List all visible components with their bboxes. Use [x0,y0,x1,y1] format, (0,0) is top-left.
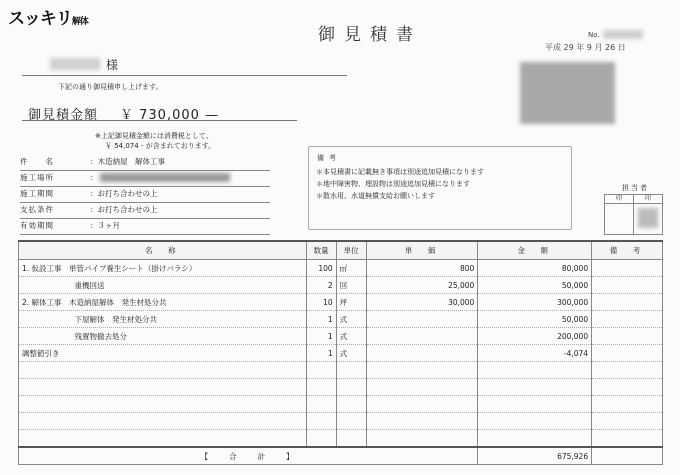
item-name [19,396,307,413]
item-unit [336,396,366,413]
item-qty: 2 [306,277,336,294]
notes-line: ＊散水用、水道無償支給お願いします [316,192,435,200]
header-note: 備 考 [592,241,663,260]
redacted-recipient-name [50,58,100,70]
estimate-amount-value: ￥ 730,000 — [120,108,220,123]
item-qty [306,413,336,430]
item-price [366,328,478,345]
table-row [19,311,663,328]
company-logo [8,4,88,29]
recipient-underline [22,75,347,76]
item-amount [478,430,592,448]
item-price [366,430,478,448]
table-row [19,362,663,379]
person-in-charge-label: 担当者 [622,184,649,192]
info-value: ：３ヶ月 [90,221,120,230]
item-unit: ㎡ [336,260,366,277]
tax-note-line-1: ※上記御見積金額には消費税として、 [95,132,213,140]
table-row [19,396,663,413]
item-note [592,396,663,413]
table-row [19,328,663,345]
stamp-area-right [633,204,663,235]
document-number-label: No. [588,31,600,39]
tax-note-line-2: ￥ 54,074 - が含まれております。 [105,142,216,150]
info-row-period [20,186,270,203]
company-seal-redacted [520,62,615,124]
table-row [19,413,663,430]
amount-underline [22,120,297,121]
item-qty: 1 [306,345,336,362]
notes-line: ＊本見積書に記載無き事項は別途追加見積になります [316,168,484,176]
estimate-amount-label: 御見積金額 [28,108,99,123]
item-note [592,379,663,396]
info-row-validity [20,218,270,235]
header-qty: 数量 [306,241,336,260]
info-value: ：木造納屋 解体工事 [90,157,165,166]
item-amount [478,379,592,396]
table-row [19,277,663,294]
item-name: 1. 仮設工事 単管パイプ養生シート（掛けバラシ） [19,260,307,277]
item-price: 30,000 [366,294,478,311]
total-label: 【 合 計 】 [19,447,478,465]
item-qty: 1 [306,311,336,328]
header-price: 単 価 [366,241,478,260]
notes-heading: 備考 [317,154,341,162]
info-label: 件 名 [20,157,54,166]
item-price: 25,000 [366,277,478,294]
item-unit [336,379,366,396]
item-amount: 50,000 [478,311,592,328]
estimate-items-table [18,240,663,465]
item-amount [478,413,592,430]
item-name: 2. 解体工事 木造納屋解体 発生材処分共 [19,294,307,311]
table-row [19,430,663,448]
item-note [592,430,663,448]
item-qty [306,396,336,413]
item-name: 調整値引き [19,345,307,362]
table-row [19,294,663,311]
recipient-suffix: 様 [106,58,119,72]
item-amount: -4,074 [478,345,592,362]
item-unit: 回 [336,277,366,294]
document-date: 平成 29 年 9 月 26 日 [545,43,626,52]
item-price [366,379,478,396]
item-note [592,328,663,345]
item-name [19,430,307,448]
redacted-site-address [100,173,230,182]
stamp-label-left: 印 [604,194,634,204]
item-note [592,294,663,311]
item-name: 残置物撤去処分 [19,328,307,345]
table-header-row [19,241,663,260]
item-note [592,311,663,328]
item-note [592,260,663,277]
item-qty [306,430,336,448]
logo-text: スッキリ [8,9,72,29]
header-amount: 金 額 [478,241,592,260]
table-total-row [19,447,663,465]
item-unit [336,430,366,448]
item-unit: 式 [336,311,366,328]
item-price [366,311,478,328]
item-amount [478,396,592,413]
info-value: ：お打ち合わせの上 [90,205,158,214]
item-name [19,362,307,379]
header-unit: 単位 [336,241,366,260]
item-price [366,362,478,379]
item-unit: 式 [336,345,366,362]
info-label: 有効期間 [20,221,54,230]
item-note [592,413,663,430]
item-price [366,396,478,413]
item-amount: 200,000 [478,328,592,345]
header-name: 名 称 [19,241,307,260]
item-qty: 100 [306,260,336,277]
item-price [366,345,478,362]
total-amount: 675,926 [478,447,592,465]
info-row-project [20,154,270,171]
item-unit [336,362,366,379]
item-unit [336,413,366,430]
item-amount: 80,000 [478,260,592,277]
item-amount: 50,000 [478,277,592,294]
notes-line: ＊地中障害物、埋設物は別途追加見積になります [316,180,470,188]
info-row-site [20,170,270,187]
info-label: 施工期間 [20,189,54,198]
item-unit: 式 [336,328,366,345]
intro-text: 下記の通り御見積申し上げます。 [58,83,163,91]
info-value: ：お打ち合わせの上 [90,189,158,198]
item-qty [306,379,336,396]
table-row [19,379,663,396]
item-amount [478,362,592,379]
item-name: 重機回送 [19,277,307,294]
item-qty [306,362,336,379]
item-price: 800 [366,260,478,277]
item-name [19,379,307,396]
info-label: 施工場所 [20,173,54,182]
item-note [592,345,663,362]
item-name: 下屋解体 発生材処分共 [19,311,307,328]
logo-subtext: 解体 [71,17,88,27]
notes-box [308,146,572,230]
table-row [19,345,663,362]
document-title: 御見積書 [318,25,422,45]
item-qty: 1 [306,328,336,345]
item-qty: 10 [306,294,336,311]
item-price [366,413,478,430]
item-note [592,277,663,294]
redacted-document-number [603,30,643,39]
total-note [592,447,663,465]
stamp-area-left [604,204,634,235]
item-amount: 300,000 [478,294,592,311]
item-note [592,362,663,379]
item-name [19,413,307,430]
table-row [19,260,663,277]
redacted-stamp [638,208,658,228]
stamp-label-right: 印 [633,194,663,204]
info-value: ： [90,173,98,182]
info-row-payment [20,202,270,219]
item-unit: 坪 [336,294,366,311]
info-label: 支払条件 [20,205,54,214]
